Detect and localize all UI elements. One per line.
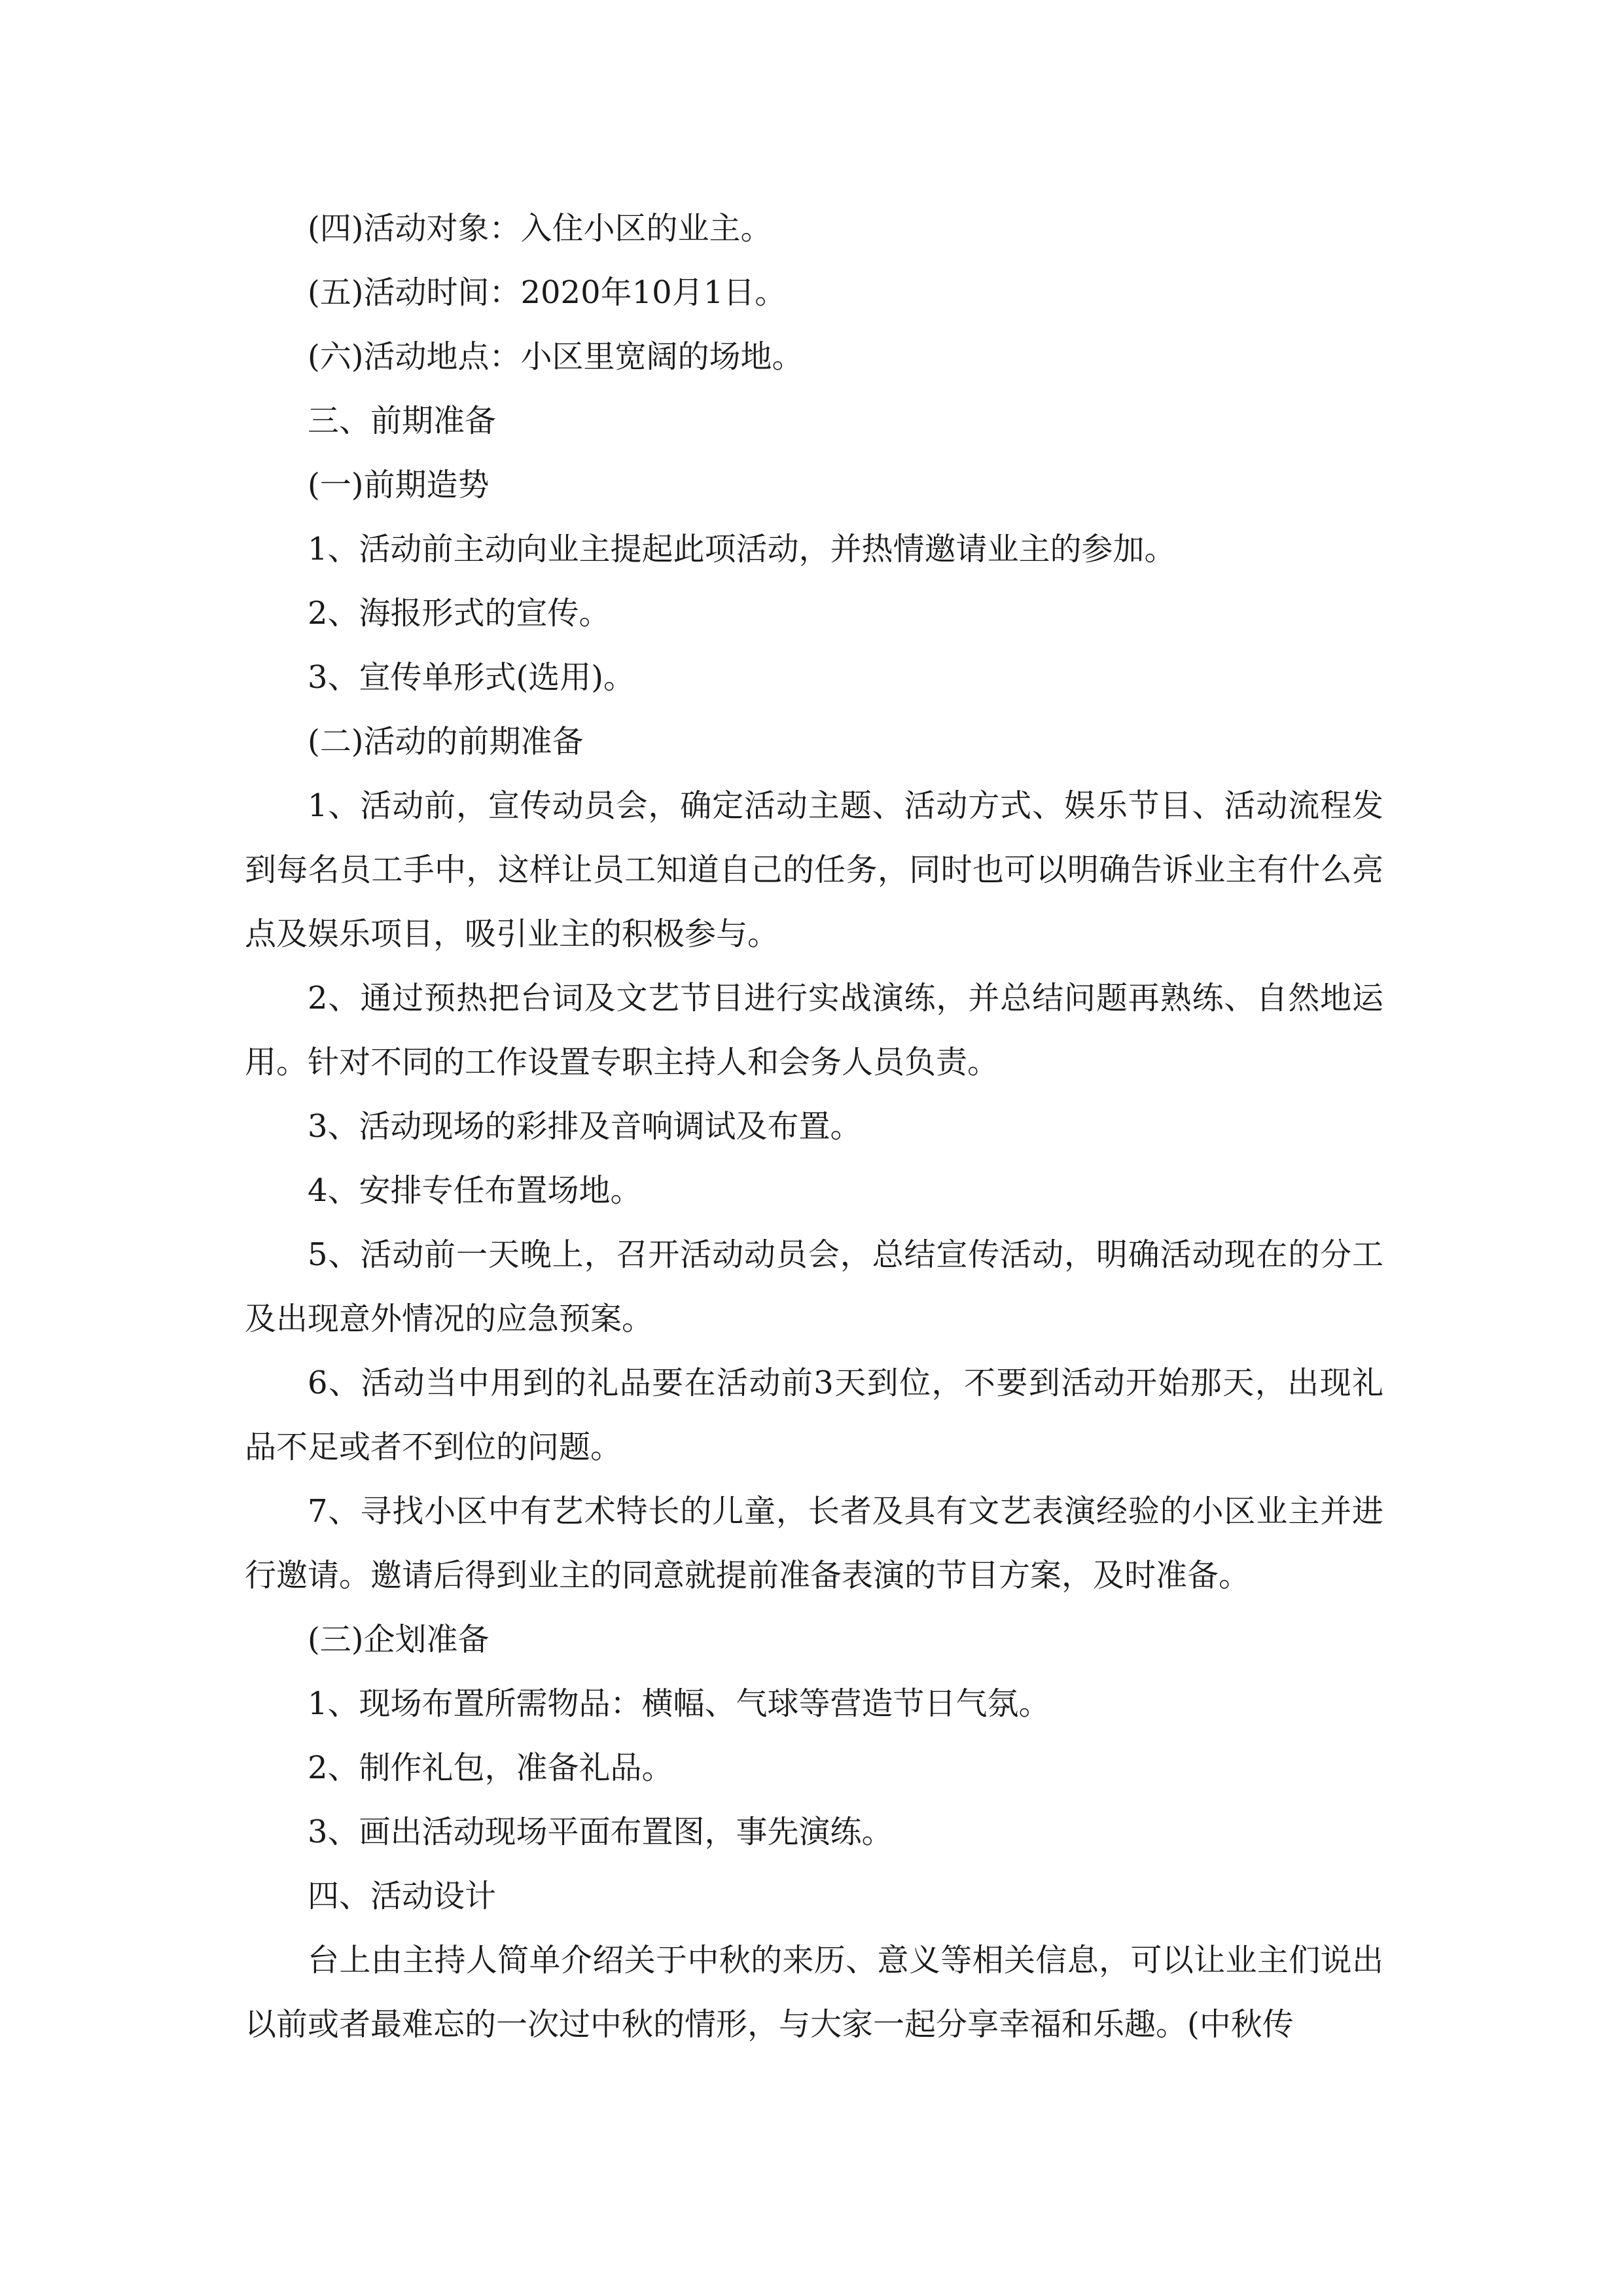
list-item: 2、通过预热把台词及文艺节目进行实战演练，并总结问题再熟练、自然地运用。针对不同的工作设置专职主持人和会务人员负责。: [245, 980, 1383, 1081]
paragraph-target-audience: (四)活动对象：入住小区的业主。: [308, 210, 772, 247]
list-item: 1、活动前主动向业主提起此项活动，并热情邀请业主的参加。: [308, 531, 1176, 567]
list-item: 1、活动前，宣传动员会，确定活动主题、活动方式、娱乐节目、活动流程发到每名员工手中，这样让员工知道自己的任务，同时也可以明确告诉业主有什么亮点及娱乐项目，吸引业主的积极参与。: [245, 787, 1383, 952]
list-item: 3、活动现场的彩排及音响调试及布置。: [308, 1108, 862, 1145]
list-item: 3、画出活动现场平面布置图，事先演练。: [308, 1814, 893, 1850]
list-item: 2、海报形式的宣传。: [308, 595, 611, 632]
paragraph-activity-design: 台上由主持人简单介绍关于中秋的来历、意义等相关信息，可以让业主们说出以前或者最难忘的一次过中秋的情形，与大家一起分享幸福和乐趣。(中秋传: [245, 1942, 1383, 2043]
list-item: 4、安排专任布置场地。: [308, 1172, 642, 1209]
list-item: 7、寻找小区中有艺术特长的儿童，长者及具有文艺表演经验的小区业主并进行邀请。邀请后得到业主的同意就提前准备表演的节目方案，及时准备。: [245, 1493, 1383, 1594]
subheading-early-promotion: (一)前期造势: [308, 467, 490, 503]
list-item: 3、宣传单形式(选用)。: [308, 659, 635, 696]
list-item: 2、制作礼包，准备礼品。: [308, 1749, 673, 1786]
heading-activity-design: 四、活动设计: [308, 1878, 497, 1914]
subheading-planning-preparation: (三)企划准备: [308, 1621, 490, 1658]
paragraph-activity-time: (五)活动时间：2020年10月1日。: [308, 274, 787, 311]
list-item: 6、活动当中用到的礼品要在活动前3天到位，不要到活动开始那天，出现礼品不足或者不到位的问题。: [245, 1365, 1383, 1465]
heading-preparation: 三、前期准备: [308, 403, 497, 439]
subheading-early-preparation: (二)活动的前期准备: [308, 723, 584, 760]
paragraph-activity-location: (六)活动地点：小区里宽阔的场地。: [308, 338, 804, 375]
list-item: 5、活动前一天晚上，召开活动动员会，总结宣传活动，明确活动现在的分工及出现意外情况的应急预案。: [245, 1236, 1383, 1337]
document-body: [245, 196, 1383, 2056]
list-item: 1、现场布置所需物品：横幅、气球等营造节日气氛。: [308, 1685, 1050, 1722]
